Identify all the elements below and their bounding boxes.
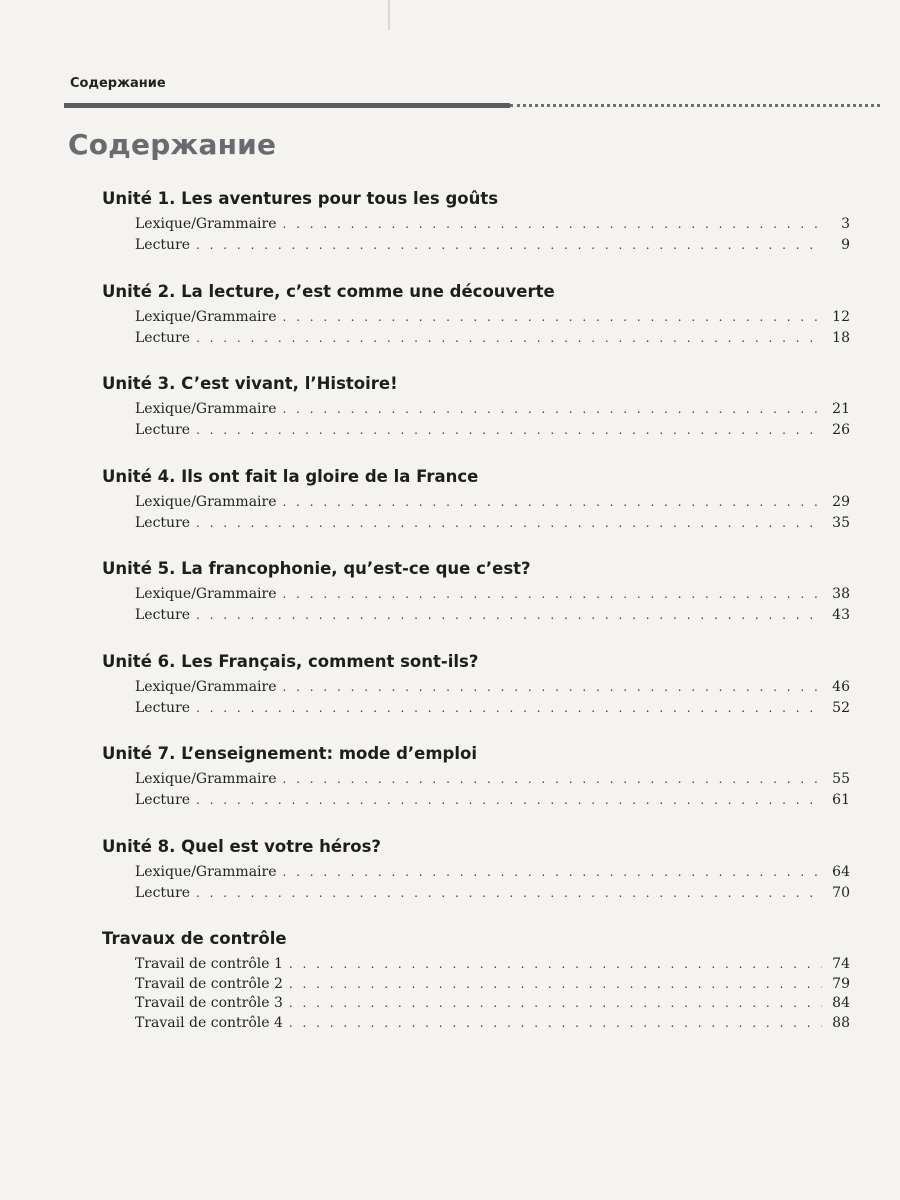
page-number: 43: [832, 607, 850, 623]
page-title: Содержание: [68, 128, 277, 161]
dot-leader: [283, 307, 822, 328]
section-heading: Travaux de contrôle: [102, 929, 287, 948]
entry-label: Lecture: [135, 422, 191, 438]
dot-leader: [283, 862, 822, 883]
toc-entry[interactable]: [135, 769, 850, 790]
page-fold-mark: [388, 0, 390, 30]
toc-section-unit-2: [102, 277, 850, 370]
toc-entry[interactable]: [135, 492, 850, 513]
section-heading: Unité 8. Quel est votre héros?: [102, 836, 381, 856]
entry-label: Lexique/Grammaire: [135, 863, 277, 880]
page-number: 18: [832, 329, 850, 346]
toc-entry[interactable]: [135, 975, 850, 995]
toc-section-unit-3: [102, 369, 850, 462]
entry-label: Lecture: [135, 792, 191, 808]
toc-section-unit-1: [102, 184, 850, 277]
entry-label: Lexique/Grammaire: [135, 308, 277, 325]
page-number: 84: [832, 995, 850, 1011]
page-number: 35: [832, 514, 850, 531]
page-number: 9: [841, 237, 850, 253]
toc-section-unit-4: [102, 462, 850, 555]
section-heading: Unité 4. Ils ont fait la gloire de la France: [102, 466, 479, 486]
entry-label: Lecture: [135, 514, 191, 531]
entry-label: Lexique/Grammaire: [135, 678, 277, 695]
dot-leader: [196, 513, 822, 534]
toc-section-unit-8: [102, 832, 850, 925]
entry-label: Lecture: [135, 329, 191, 346]
entry-label: Travail de contrôle 2: [135, 975, 283, 992]
section-heading: Unité 6. Les Français, comment sont-ils?: [102, 651, 479, 671]
toc-entry[interactable]: [135, 862, 850, 883]
entry-label: Lecture: [135, 237, 191, 253]
entry-label: Lexique/Grammaire: [135, 401, 277, 417]
dot-leader: [289, 1014, 822, 1034]
page-number: 70: [832, 884, 850, 901]
toc-section-unit-7: [102, 739, 850, 832]
entry-label: Lexique/Grammaire: [135, 216, 277, 232]
toc-entry[interactable]: [135, 790, 850, 811]
dot-leader: [283, 677, 822, 698]
page-number: 12: [832, 308, 850, 325]
entry-label: Travail de contrôle 1: [135, 956, 283, 972]
toc-section-unit-5: [102, 554, 850, 647]
section-heading: Unité 5. La francophonie, qu’est-ce que c’est?: [102, 559, 531, 578]
page-number: 21: [832, 401, 850, 417]
toc-entry[interactable]: [135, 605, 850, 626]
toc-entry[interactable]: [135, 307, 850, 328]
entry-label: Lexique/Grammaire: [135, 586, 277, 602]
dot-leader: [289, 994, 822, 1014]
page-number: 46: [832, 678, 850, 695]
dot-leader: [283, 584, 822, 605]
dot-leader: [289, 955, 822, 975]
section-heading: Unité 7. L’enseignement: mode d’emploi: [102, 744, 478, 763]
toc-entry[interactable]: [135, 698, 850, 719]
page-number: 38: [832, 586, 850, 602]
entry-label: Lexique/Grammaire: [135, 493, 277, 510]
section-heading: Unité 3. C’est vivant, l’Histoire!: [102, 374, 398, 393]
page-number: 64: [832, 863, 850, 880]
dot-leader: [283, 769, 822, 790]
toc-entry[interactable]: [135, 513, 850, 534]
dot-leader: [289, 975, 822, 995]
header-rule-solid: [64, 103, 510, 108]
page-number: 79: [832, 975, 850, 992]
toc-entry[interactable]: [135, 1014, 850, 1034]
toc-entry[interactable]: [135, 584, 850, 605]
dot-leader: [283, 399, 822, 420]
dot-leader: [196, 883, 822, 904]
entry-label: Lexique/Grammaire: [135, 771, 277, 787]
table-of-contents: [102, 184, 850, 1033]
dot-leader: [196, 235, 822, 256]
toc-entry[interactable]: [135, 328, 850, 349]
section-heading: Unité 2. La lecture, c’est comme une découverte: [102, 281, 555, 301]
toc-section-unit-6: [102, 647, 850, 740]
page-number: 3: [841, 216, 850, 232]
page-number: 55: [832, 771, 850, 787]
dot-leader: [283, 492, 822, 513]
dot-leader: [196, 698, 822, 719]
toc-entry[interactable]: [135, 420, 850, 441]
toc-entry[interactable]: [135, 955, 850, 975]
dot-leader: [283, 214, 822, 235]
page-number: 29: [832, 493, 850, 510]
header-rule-dotted: [510, 104, 880, 107]
page-number: 52: [832, 699, 850, 716]
section-heading: Unité 1. Les aventures pour tous les goûts: [102, 189, 499, 208]
entry-label: Lecture: [135, 699, 191, 716]
toc-entry[interactable]: [135, 399, 850, 420]
page-number: 88: [832, 1014, 850, 1031]
dot-leader: [196, 328, 822, 349]
page-number: 61: [832, 792, 850, 808]
page-number: 74: [832, 956, 850, 972]
toc-entry[interactable]: [135, 235, 850, 256]
toc-entry[interactable]: [135, 883, 850, 904]
dot-leader: [196, 420, 822, 441]
page-number: 26: [832, 422, 850, 438]
entry-label: Lecture: [135, 884, 191, 901]
toc-entry[interactable]: [135, 677, 850, 698]
running-head: Содержание: [70, 76, 166, 91]
toc-section-tests: [102, 924, 850, 1033]
entry-label: Lecture: [135, 607, 191, 623]
toc-entry[interactable]: [135, 994, 850, 1014]
toc-entry[interactable]: [135, 214, 850, 235]
entry-label: Travail de contrôle 4: [135, 1014, 283, 1031]
dot-leader: [196, 790, 822, 811]
dot-leader: [196, 605, 822, 626]
entry-label: Travail de contrôle 3: [135, 995, 283, 1011]
